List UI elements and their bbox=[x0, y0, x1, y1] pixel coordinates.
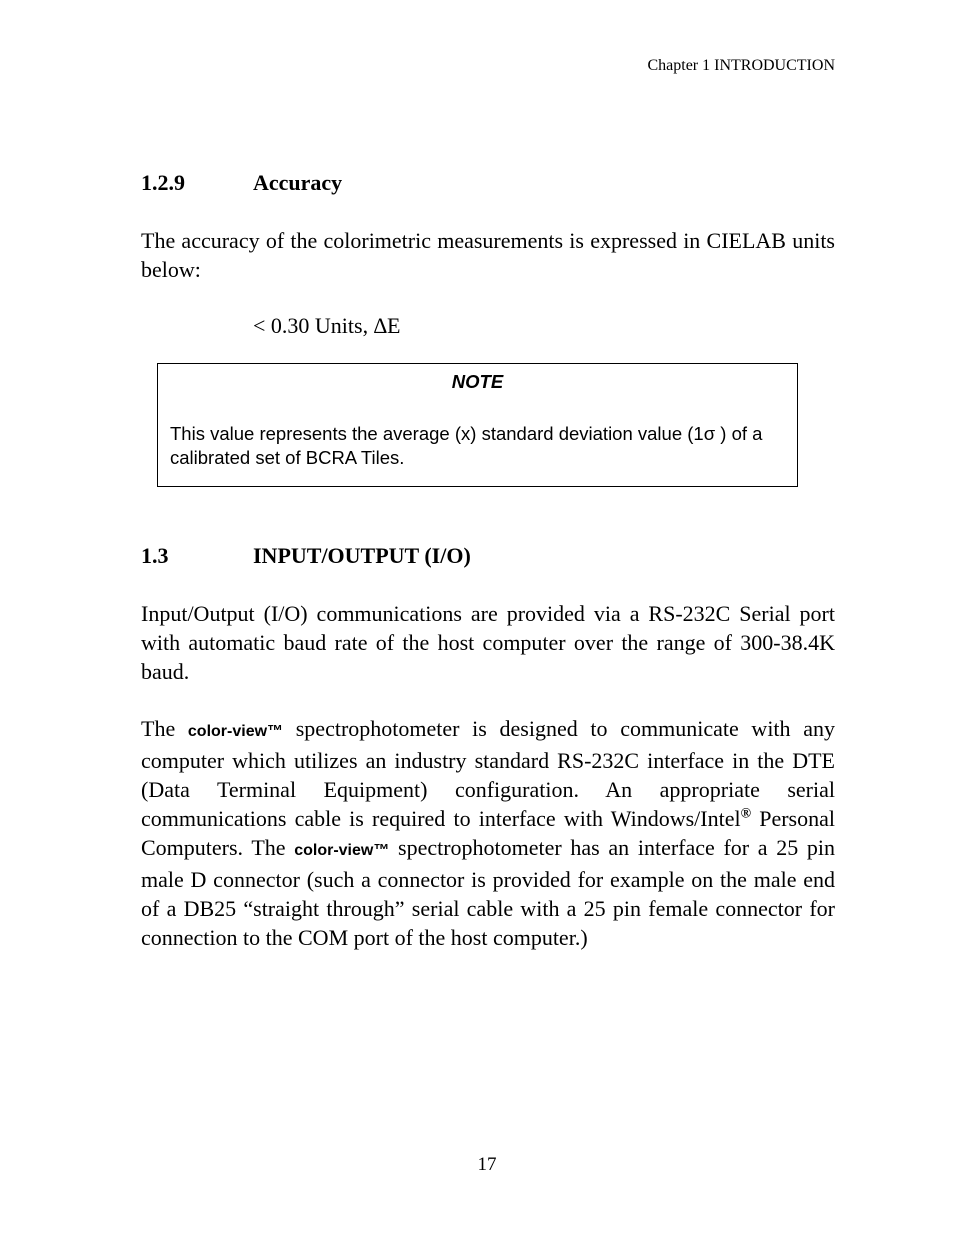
note-box bbox=[157, 363, 798, 487]
section-heading-accuracy bbox=[141, 170, 342, 196]
p2-middle: spectrophotometer is designed to communicate with any computer which utilizes an industry standard RS-232C interface in the DTE (Data Terminal Equipment) configuration. An appropriate serial communications cable is required to interface with Windows/Intel bbox=[141, 716, 836, 831]
section-title: INPUT/OUTPUT (I/O) bbox=[253, 543, 471, 568]
note-body: This value represents the average (x) standard deviation value (1σ ) of a calibrated set of BCRA Tiles. bbox=[170, 423, 763, 468]
section-number: 1.3 bbox=[141, 543, 169, 568]
running-header: Chapter 1 INTRODUCTION bbox=[647, 57, 835, 74]
io-paragraph-1: Input/Output (I/O) communications are provided via a RS-232C Serial port with automatic baud rate of the host computer over the range of 300-38.4K baud. bbox=[141, 601, 835, 684]
brand-name: color-view™ bbox=[294, 842, 390, 859]
p2-before-brand: Personal Computers. The bbox=[141, 806, 835, 860]
section-title: Accuracy bbox=[253, 170, 343, 195]
p2-end: spectrophotometer has an interface for a 25 pin male D connector (such a connector is provided for example on the male end of a DB25 “straight through” serial cable with a 25 pin female connector for connection to the COM port of the host computer.) bbox=[141, 835, 835, 950]
section-number: 1.2.9 bbox=[141, 170, 185, 195]
page-number: 17 bbox=[477, 1154, 497, 1175]
section-heading-io bbox=[141, 543, 471, 569]
note-title: NOTE bbox=[451, 371, 504, 392]
brand-name: color-view™ bbox=[187, 723, 284, 740]
registered-mark: ® bbox=[740, 806, 752, 822]
accuracy-value: < 0.30 Units, ∆E bbox=[253, 313, 401, 338]
accuracy-paragraph: The accuracy of the colorimetric measurements is expressed in CIELAB units below: bbox=[141, 228, 835, 282]
io-paragraph-2 bbox=[141, 714, 835, 952]
p2-intro: The bbox=[141, 716, 176, 741]
